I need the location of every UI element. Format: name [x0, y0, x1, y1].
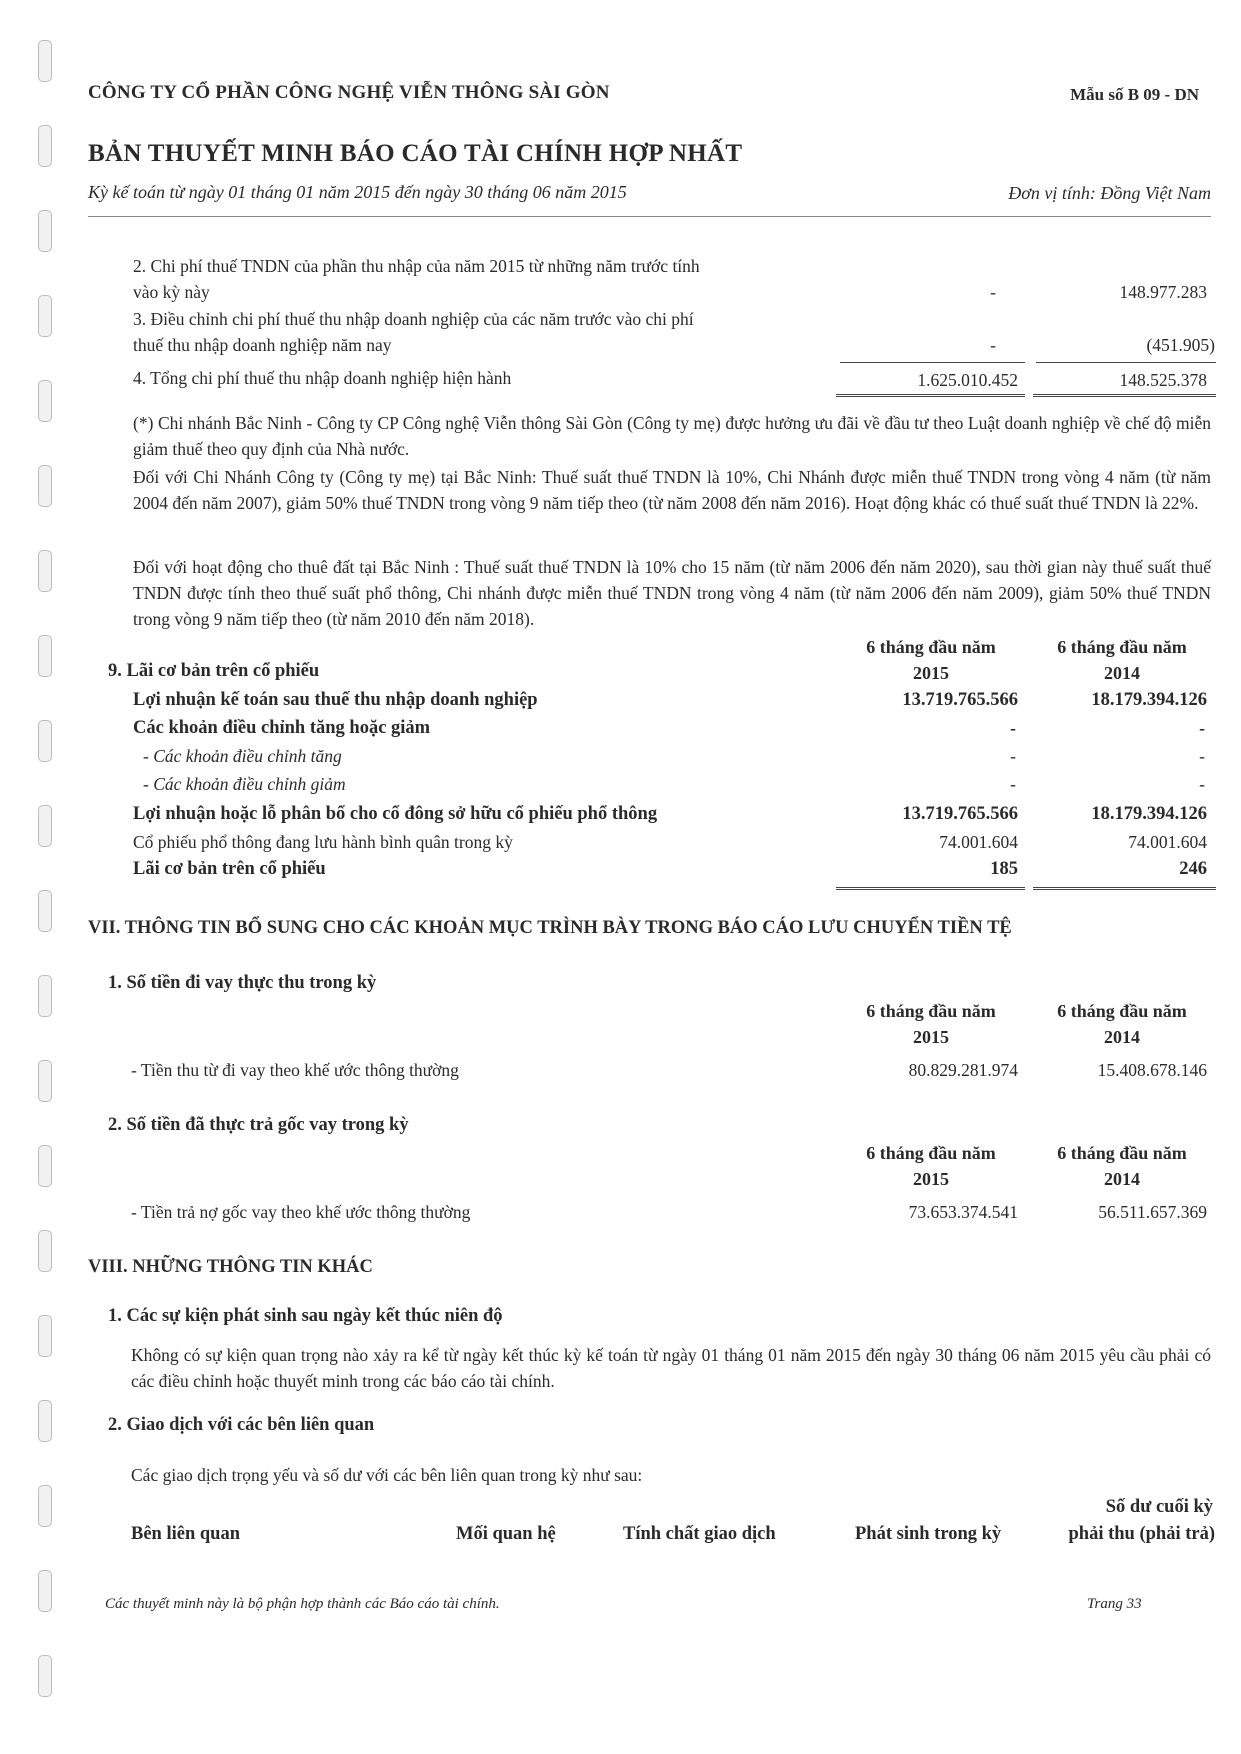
eps-row-label: Lợi nhuận hoặc lỗ phân bổ cho cổ đông sở hữu cổ phiếu phổ thông: [133, 804, 658, 824]
binder-hole: [38, 465, 52, 507]
tax-row-3-value-2014: (451.905): [1146, 335, 1215, 355]
eps-row-value-2014: 18.179.394.126: [1091, 804, 1207, 824]
tax-row-2-label-line1: 2. Chi phí thuế TNDN của phần thu nhập của năm 2015 từ những năm trước tính: [133, 256, 700, 276]
binder-hole: [38, 720, 52, 762]
column-header-line1: 6 tháng đầu năm: [1057, 1001, 1187, 1021]
binder-hole: [38, 1315, 52, 1357]
cashflow-2-row-label: - Tiền trả nợ gốc vay theo khế ước thông thường: [131, 1202, 471, 1222]
eps-row-value-2015: -: [1010, 746, 1016, 766]
binder-hole: [38, 1570, 52, 1612]
tax-row-2-value-2014: 148.977.283: [1119, 282, 1207, 302]
total-double-rule: [836, 394, 1025, 397]
document-title: BẢN THUYẾT MINH BÁO CÁO TÀI CHÍNH HỢP NHẤT: [88, 140, 743, 167]
table-header-relationship: Mối quan hệ: [456, 1524, 556, 1544]
eps-column-header-2015: [836, 634, 1026, 686]
eps-row-value-2014: -: [1199, 774, 1205, 794]
eps-row-value-2015: 13.719.765.566: [902, 804, 1018, 824]
eps-row-label: Cổ phiếu phổ thông đang lưu hành bình quân trong kỳ: [133, 832, 513, 852]
table-header-party: Bên liên quan: [131, 1524, 240, 1544]
eps-row-value-2015: 185: [990, 859, 1018, 879]
binder-hole: [38, 1400, 52, 1442]
column-header-line2: 2014: [1104, 1027, 1140, 1047]
binder-hole: [38, 295, 52, 337]
binder-holes: [0, 0, 60, 1754]
column-header-line2: 2015: [913, 663, 949, 683]
binder-hole: [38, 1655, 52, 1697]
column-header-line1: 6 tháng đầu năm: [866, 637, 996, 657]
table-header-balance-line1: Số dư cuối kỳ: [1105, 1497, 1213, 1517]
eps-row-value-2014: 74.001.604: [1128, 832, 1207, 852]
column-header-line2: 2015: [913, 1027, 949, 1047]
currency-unit: Đơn vị tính: Đồng Việt Nam: [1008, 183, 1211, 203]
table-header-amount: Phát sinh trong kỳ: [855, 1524, 1002, 1544]
column-header-line2: 2014: [1104, 663, 1140, 683]
eps-row-value-2015: 74.001.604: [939, 832, 1018, 852]
subsequent-events-title: 1. Các sự kiện phát sinh sau ngày kết thúc niên độ: [108, 1306, 503, 1326]
eps-column-header-2014: [1027, 634, 1217, 686]
eps-row-label: Các khoản điều chỉnh tăng hoặc giảm: [133, 718, 431, 738]
reporting-period: Kỳ kế toán từ ngày 01 tháng 01 năm 2015 đến ngày 30 tháng 06 năm 2015: [88, 182, 627, 202]
binder-hole: [38, 380, 52, 422]
binder-hole: [38, 805, 52, 847]
table-header-transaction-nature: Tính chất giao dịch: [623, 1524, 776, 1544]
eps-row-value-2015: -: [1010, 718, 1016, 738]
related-parties-title: 2. Giao dịch với các bên liên quan: [108, 1415, 375, 1435]
cashflow-1-row-label: - Tiền thu từ đi vay theo khế ước thông thường: [131, 1060, 459, 1080]
section-viii-title: VIII. NHỮNG THÔNG TIN KHÁC: [88, 1257, 373, 1277]
column-header-line2: 2015: [913, 1169, 949, 1189]
binder-hole: [38, 40, 52, 82]
eps-row-label: - Các khoản điều chỉnh tăng: [143, 746, 342, 766]
tax-row-4-value-2014: 148.525.378: [1119, 370, 1207, 390]
tax-row-2-value-2015: -: [990, 282, 996, 302]
cashflow-2-row-value-2014: 56.511.657.369: [1098, 1202, 1207, 1222]
tax-note-land-lease: Đối với hoạt động cho thuê đất tại Bắc Ninh : Thuế suất thuế TNDN là 10% cho 15 năm (từ năm 2006 đến năm 2020), sau thời gian này thuế suất thuế TNDN được tính theo thuế suất phổ thông, Chi nhánh được miễn thuế TNDN trong vòng 4 năm (từ năm 2006 đến năm 2009), giảm 50% thuế TNDN trong vòng 9 năm tiếp theo (từ năm 2010 đến năm 2018).: [133, 557, 1211, 629]
table-header-balance-line2: phải thu (phải trả): [1068, 1524, 1215, 1544]
eps-row-value-2014: 18.179.394.126: [1091, 690, 1207, 710]
column-header-line1: 6 tháng đầu năm: [1057, 1143, 1187, 1163]
eps-row-value-2014: -: [1199, 718, 1205, 738]
tax-row-3-label-line1: 3. Điều chỉnh chi phí thuế thu nhập doanh nghiệp của các năm trước vào chi phí: [133, 309, 694, 329]
eps-row-label: Lãi cơ bản trên cổ phiếu: [133, 859, 326, 879]
column-header-line2: 2014: [1104, 1169, 1140, 1189]
binder-hole: [38, 125, 52, 167]
binder-hole: [38, 1485, 52, 1527]
subtotal-rule: [840, 362, 1025, 363]
binder-hole: [38, 1145, 52, 1187]
cashflow-1-column-header-2015: [836, 998, 1026, 1050]
binder-hole: [38, 1060, 52, 1102]
eps-section-title: 9. Lãi cơ bản trên cổ phiếu: [108, 661, 320, 681]
eps-row-value-2015: 13.719.765.566: [902, 690, 1018, 710]
eps-row-value-2014: 246: [1179, 859, 1207, 879]
binder-hole: [38, 210, 52, 252]
cashflow-2-column-header-2014: [1027, 1140, 1217, 1192]
column-header-line1: 6 tháng đầu năm: [1057, 637, 1187, 657]
header-divider: [88, 216, 1211, 217]
cashflow-1-row-value-2014: 15.408.678.146: [1097, 1060, 1207, 1080]
eps-row-value-2015: -: [1010, 774, 1016, 794]
cashflow-1-column-header-2014: [1027, 998, 1217, 1050]
cashflow-2-column-header-2015: [836, 1140, 1026, 1192]
cashflow-subsection-1-title: 1. Số tiền đi vay thực thu trong kỳ: [108, 973, 377, 993]
page-number: Trang 33: [1087, 1596, 1142, 1612]
binder-hole: [38, 975, 52, 1017]
tax-row-2-label-line2: vào kỳ này: [133, 282, 210, 302]
tax-note-incentive: (*) Chi nhánh Bắc Ninh - Công ty CP Công nghệ Viễn thông Sài Gòn (Công ty mẹ) được hưởng ưu đãi về đầu tư theo Luật doanh nghiệp về chế độ miễn giảm thuế theo quy định của Nhà nước.: [133, 413, 1211, 459]
total-double-rule: [1033, 887, 1216, 890]
binder-hole: [38, 1230, 52, 1272]
form-number: Mẫu số B 09 - DN: [1070, 85, 1199, 104]
column-header-line1: 6 tháng đầu năm: [866, 1143, 996, 1163]
tax-row-4-value-2015: 1.625.010.452: [917, 370, 1018, 390]
cashflow-1-row-value-2015: 80.829.281.974: [908, 1060, 1018, 1080]
binder-hole: [38, 635, 52, 677]
eps-row-label: - Các khoản điều chỉnh giảm: [143, 774, 346, 794]
tax-row-4-label: 4. Tổng chi phí thuế thu nhập doanh nghiệp hiện hành: [133, 368, 512, 388]
section-vii-title: VII. THÔNG TIN BỔ SUNG CHO CÁC KHOẢN MỤC TRÌNH BÀY TRONG BÁO CÁO LƯU CHUYỂN TIỀN TỆ: [88, 918, 1012, 938]
tax-row-3-value-2015: -: [990, 335, 996, 355]
subtotal-rule: [1036, 362, 1216, 363]
binder-hole: [38, 890, 52, 932]
subsequent-events-text: Không có sự kiện quan trọng nào xảy ra kể từ ngày kết thúc kỳ kế toán từ ngày 01 tháng 01 năm 2015 đến ngày 30 tháng 06 năm 2015 yêu cầu phải có các điều chỉnh hoặc thuyết minh trong các báo cáo tài chính.: [131, 1345, 1211, 1391]
total-double-rule: [1033, 394, 1216, 397]
tax-row-3-label-line2: thuế thu nhập doanh nghiệp năm nay: [133, 335, 392, 355]
related-parties-intro: Các giao dịch trọng yếu và số dư với các bên liên quan trong kỳ như sau:: [131, 1465, 643, 1485]
eps-row-value-2014: -: [1199, 746, 1205, 766]
company-name: CÔNG TY CỔ PHẦN CÔNG NGHỆ VIỄN THÔNG SÀI GÒN: [88, 82, 610, 103]
cashflow-2-row-value-2015: 73.653.374.541: [908, 1202, 1018, 1222]
footer-note: Các thuyết minh này là bộ phận hợp thành các Báo cáo tài chính.: [105, 1596, 500, 1612]
eps-row-label: Lợi nhuận kế toán sau thuế thu nhập doanh nghiệp: [133, 690, 538, 710]
cashflow-subsection-2-title: 2. Số tiền đã thực trả gốc vay trong kỳ: [108, 1115, 409, 1135]
tax-note-branch: Đối với Chi Nhánh Công ty (Công ty mẹ) tại Bắc Ninh: Thuế suất thuế TNDN là 10%, Chi Nhánh được miễn thuế TNDN trong vòng 4 năm (từ năm 2004 đến năm 2007), giảm 50% thuế TNDN trong vòng 9 năm tiếp theo (từ năm 2008 đến năm 2016). Hoạt động khác có thuế suất thuế TNDN là 22%.: [133, 467, 1211, 513]
total-double-rule: [836, 887, 1025, 890]
binder-hole: [38, 550, 52, 592]
column-header-line1: 6 tháng đầu năm: [866, 1001, 996, 1021]
